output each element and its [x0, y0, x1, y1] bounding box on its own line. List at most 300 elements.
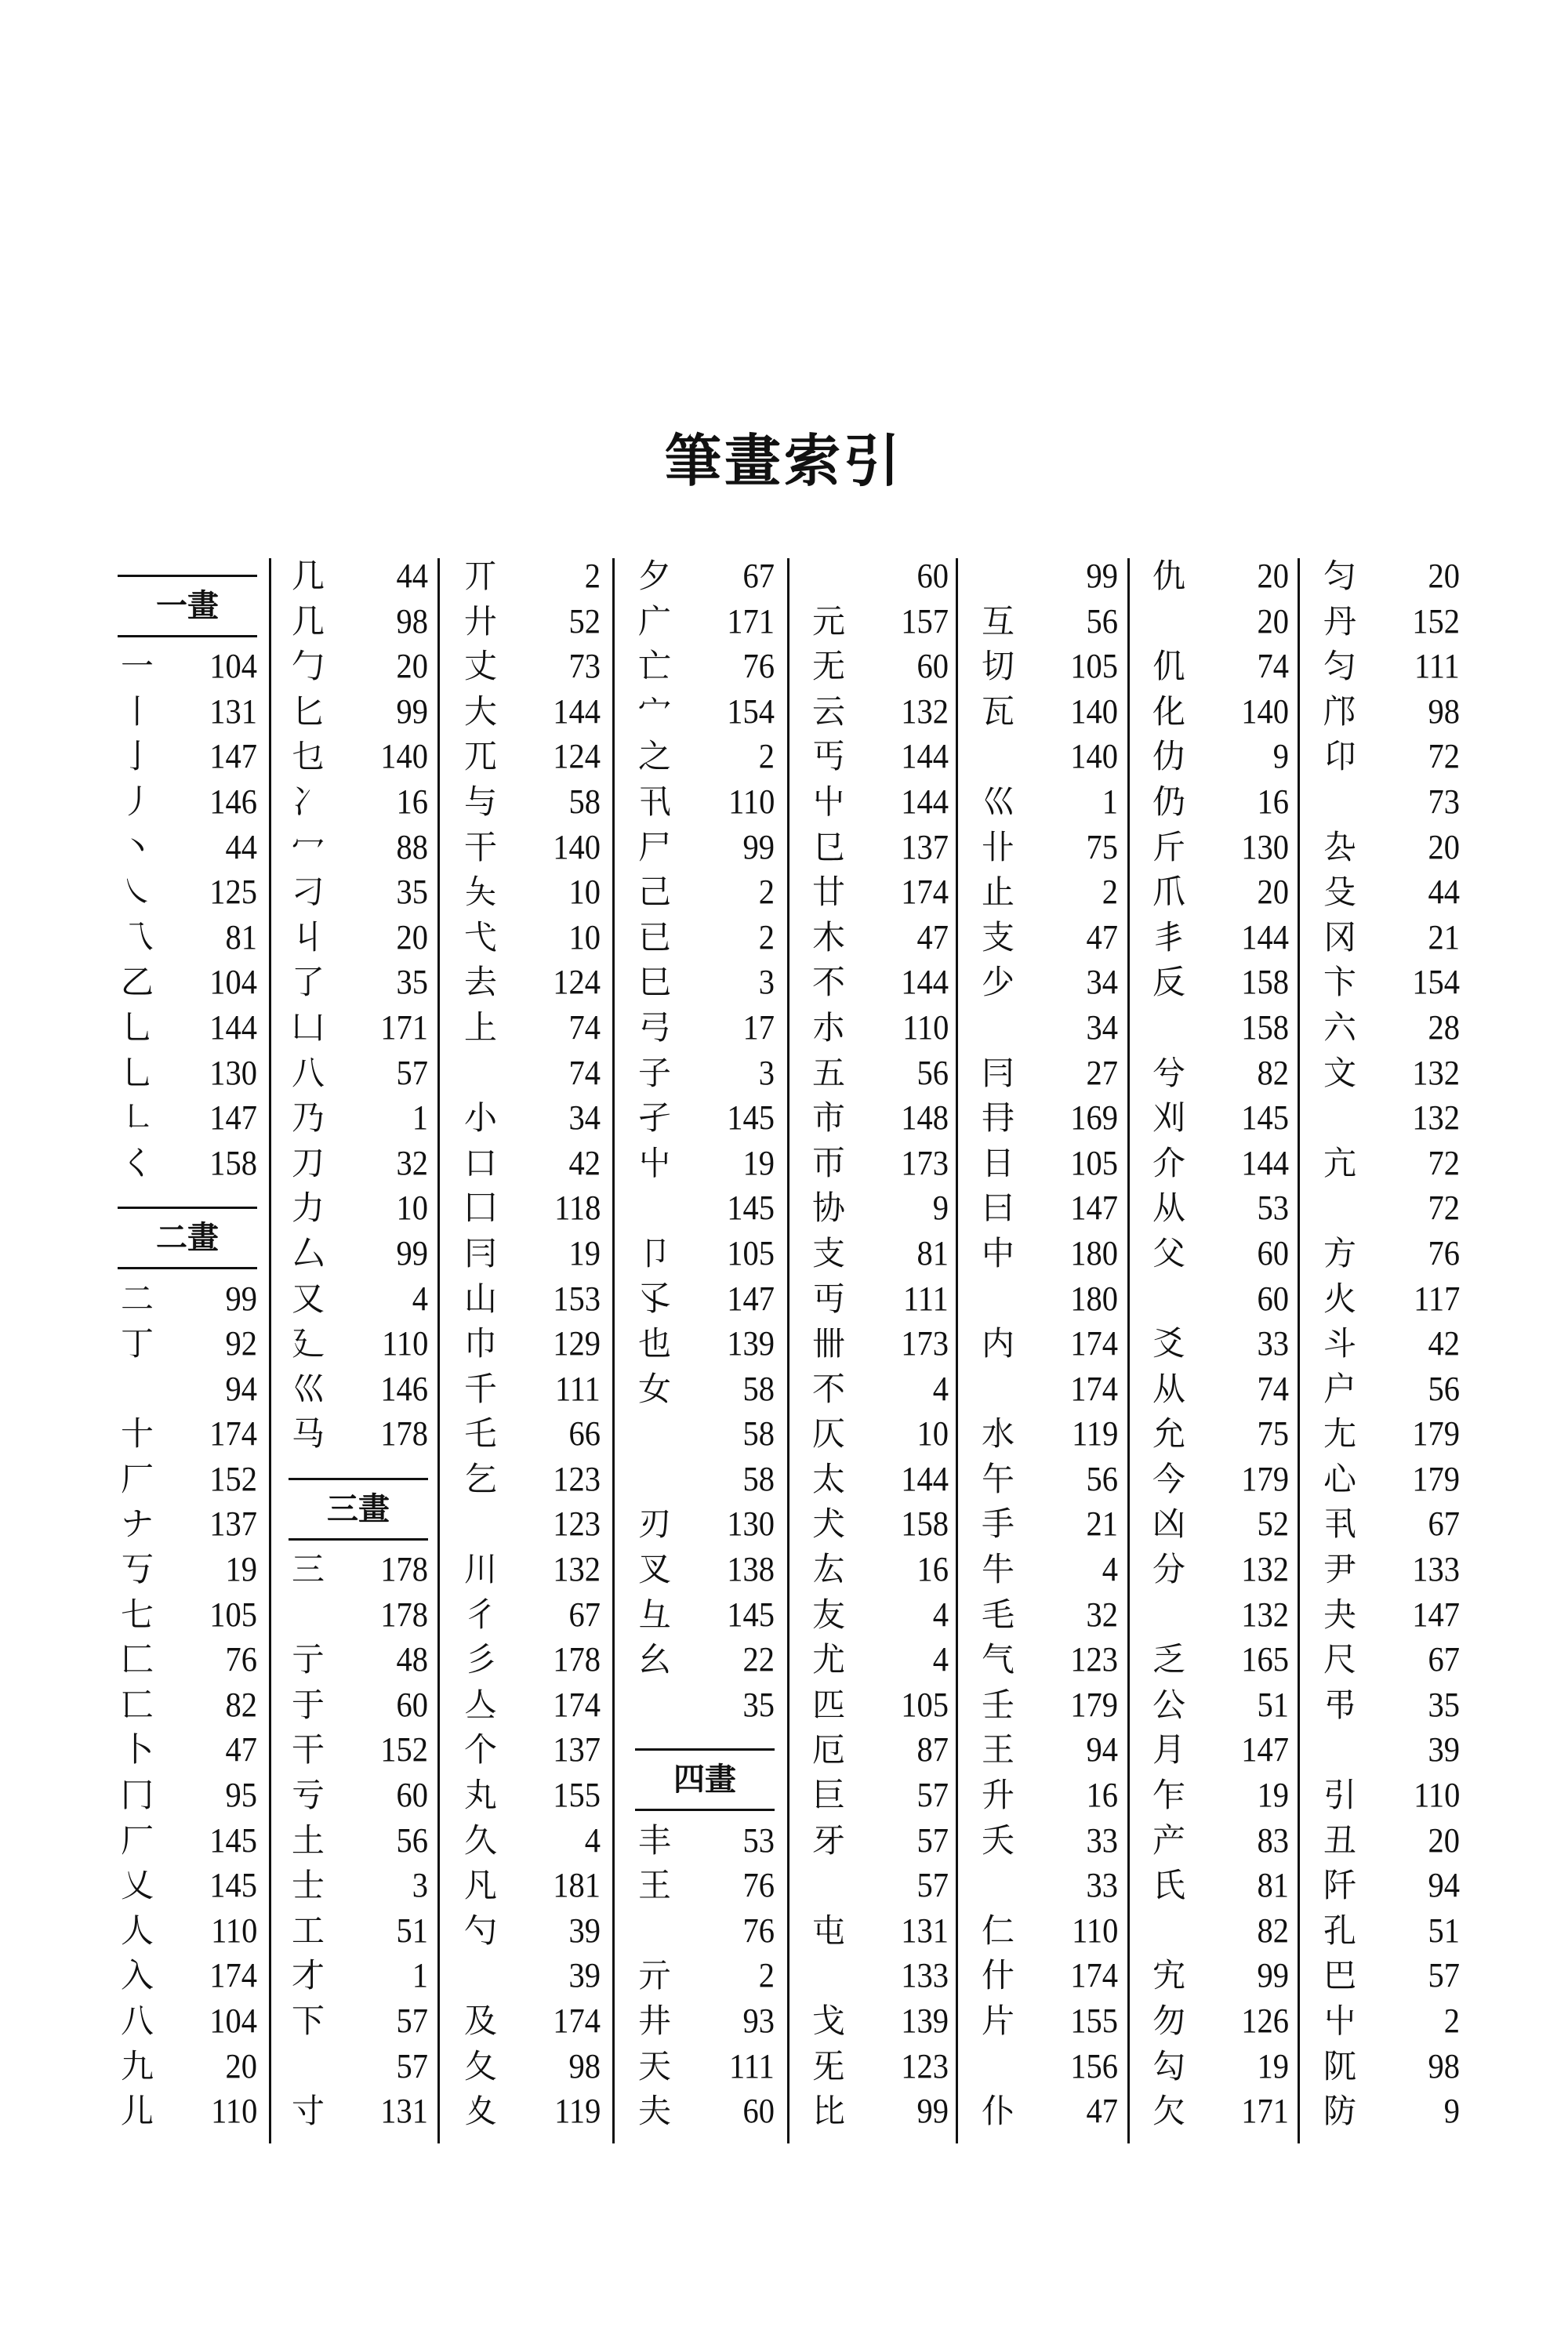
entry-page-number: 146	[380, 1369, 428, 1408]
entry-page-number: 58	[742, 1459, 775, 1498]
entry-page-number: 94	[1428, 1866, 1460, 1905]
entry-character: 什	[982, 1956, 1015, 1995]
entry-page-number: 95	[225, 1776, 257, 1815]
index-entry	[1149, 1411, 1306, 1457]
index-entry	[289, 1005, 445, 1051]
index-entry	[461, 1773, 618, 1818]
index-entry	[118, 1276, 274, 1322]
index-column	[635, 554, 792, 2134]
entry-character: 宄	[1152, 1956, 1186, 1995]
entry-page-number: 57	[396, 2046, 428, 2085]
entry-page-number: 144	[553, 691, 601, 731]
entry-character: 丏	[812, 1279, 846, 1318]
entry-page-number: 99	[225, 1279, 257, 1318]
entry-character: 彑	[638, 1595, 672, 1634]
index-entry	[635, 1141, 792, 1186]
index-entry	[978, 1547, 1135, 1592]
index-entry	[978, 1682, 1135, 1728]
entry-character: 爪	[1152, 873, 1186, 912]
entry-page-number: 21	[1086, 1504, 1118, 1544]
entry-page-number: 140	[553, 827, 601, 866]
entry-page-number: 145	[1241, 1098, 1289, 1138]
entry-character: ㇏	[121, 873, 154, 912]
index-entry	[1320, 1863, 1477, 1908]
entry-page-number: 81	[1257, 1866, 1289, 1905]
entry-page-number: 82	[1257, 1053, 1289, 1092]
entry-page-number: 73	[1428, 782, 1460, 821]
entry-page-number: 173	[901, 1324, 949, 1363]
entry-page-number: 174	[1070, 1369, 1118, 1408]
entry-page-number: 51	[1257, 1685, 1289, 1724]
index-entry	[289, 779, 445, 825]
entry-page-number: 131	[380, 2092, 428, 2131]
entry-character: 冃	[464, 1233, 498, 1272]
entry-page-number: 123	[901, 2046, 949, 2085]
entry-page-number: 111	[555, 1369, 601, 1408]
entry-page-number: 158	[1241, 1007, 1289, 1047]
entry-page-number: 132	[1412, 1098, 1460, 1138]
index-entry	[978, 1231, 1135, 1276]
entry-page-number: 74	[1257, 1369, 1289, 1408]
entry-page-number: 32	[1086, 1595, 1118, 1634]
entry-character: 刈	[1152, 1098, 1186, 1138]
index-entry	[461, 599, 618, 644]
entry-page-number: 20	[1428, 1820, 1460, 1860]
entry-character: 叉	[638, 1550, 672, 1589]
index-entry	[809, 825, 966, 870]
entry-character: 丮	[1323, 1504, 1357, 1544]
index-entry	[289, 599, 445, 644]
entry-character: 手	[982, 1504, 1015, 1544]
entry-character: 人	[121, 1911, 154, 1950]
entry-character: 夬	[1323, 1595, 1357, 1634]
entry-character: 乞	[464, 1459, 498, 1498]
entry-page-number: 4	[932, 1640, 949, 1679]
entry-page-number: 130	[1241, 827, 1289, 866]
entry-page-number: 34	[1086, 963, 1118, 1002]
entry-character: 乜	[292, 737, 325, 776]
entry-character: 卌	[812, 1324, 846, 1363]
entry-page-number: 16	[1086, 1776, 1118, 1815]
index-entry	[1320, 825, 1477, 870]
entry-page-number: 2	[758, 873, 775, 912]
index-entry	[461, 1863, 618, 1908]
index-entry	[461, 960, 618, 1005]
index-entry	[461, 1727, 618, 1773]
index-entry	[1320, 1637, 1477, 1682]
index-entry	[1149, 734, 1306, 779]
entry-page-number: 132	[901, 691, 949, 731]
index-entry	[635, 1547, 792, 1592]
entry-character: 冈	[1323, 917, 1357, 956]
entry-character: 廿	[812, 873, 846, 912]
entry-character: 丰	[638, 1820, 672, 1860]
entry-character: 匀	[1323, 557, 1357, 595]
index-entry	[1149, 1998, 1306, 2044]
index-entry	[1149, 1953, 1306, 1998]
index-entry	[1320, 599, 1477, 644]
entry-page-number: 158	[901, 1504, 949, 1544]
entry-page-number: 10	[568, 917, 601, 956]
entry-character: 乚	[121, 1053, 154, 1092]
index-entry	[1320, 689, 1477, 735]
index-column	[1149, 554, 1306, 2134]
index-entry	[289, 1367, 445, 1412]
index-entry	[978, 1818, 1135, 1864]
index-entry	[635, 1501, 792, 1547]
entry-character: 乂	[121, 1866, 154, 1905]
entry-character: 比	[812, 2092, 846, 2131]
entry-page-number: 147	[1241, 1730, 1289, 1769]
index-entry	[1149, 1095, 1306, 1141]
index-entry	[978, 1141, 1135, 1186]
entry-character: 囗	[464, 1189, 498, 1228]
entry-page-number: 154	[1412, 963, 1460, 1002]
entry-page-number: 110	[728, 782, 775, 821]
index-entry	[635, 1185, 792, 1231]
entry-page-number: 144	[901, 1459, 949, 1498]
entry-page-number: 152	[380, 1730, 428, 1769]
index-entry	[289, 1051, 445, 1096]
entry-character: 山	[464, 1279, 498, 1318]
entry-page-number: 4	[932, 1369, 949, 1408]
entry-character: 土	[292, 1820, 325, 1860]
entry-character: 几	[292, 601, 325, 641]
entry-page-number: 171	[1241, 2092, 1289, 2131]
entry-page-number: 35	[742, 1685, 775, 1724]
index-entry	[809, 1185, 966, 1231]
entry-page-number: 110	[902, 1007, 949, 1047]
index-entry	[289, 1547, 445, 1592]
entry-page-number: 67	[1428, 1640, 1460, 1679]
entry-character: 广	[638, 601, 672, 641]
index-column	[118, 554, 274, 2134]
entry-character: 仍	[1152, 782, 1186, 821]
index-entry	[289, 644, 445, 689]
entry-character: 厂	[121, 1459, 154, 1498]
index-entry	[635, 644, 792, 689]
entry-page-number: 76	[225, 1640, 257, 1679]
entry-page-number: 72	[1428, 1143, 1460, 1182]
entry-page-number: 88	[396, 827, 428, 866]
index-entry	[635, 1863, 792, 1908]
index-entry	[118, 1773, 274, 1818]
entry-page-number: 42	[568, 1143, 601, 1182]
entry-page-number: 4	[584, 1820, 601, 1860]
entry-page-number: 104	[209, 963, 257, 1002]
index-entry	[1320, 1185, 1477, 1231]
entry-page-number: 52	[1257, 1504, 1289, 1544]
index-entry	[635, 1321, 792, 1367]
entry-page-number: 51	[396, 1911, 428, 1950]
entry-page-number: 144	[901, 737, 949, 776]
entry-page-number: 130	[727, 1504, 775, 1544]
entry-page-number: 75	[1086, 827, 1118, 866]
index-entry	[1320, 1501, 1477, 1547]
entry-character: ㇗	[121, 1098, 154, 1138]
entry-page-number: 33	[1086, 1820, 1118, 1860]
entry-page-number: 139	[901, 2002, 949, 2040]
entry-character: 反	[1152, 963, 1186, 1002]
index-entry	[809, 779, 966, 825]
index-entry	[118, 1321, 274, 1367]
entry-character: 尹	[1323, 1550, 1357, 1589]
index-entry	[1149, 1185, 1306, 1231]
index-entry	[461, 1682, 618, 1728]
entry-character: 中	[982, 1233, 1015, 1272]
entry-page-number: 35	[396, 873, 428, 912]
index-entry	[1320, 915, 1477, 960]
entry-page-number: 35	[396, 963, 428, 1002]
entry-page-number: 99	[916, 2092, 949, 2131]
entry-page-number: 130	[209, 1053, 257, 1092]
index-entry	[118, 689, 274, 735]
entry-character: 夂	[464, 2046, 498, 2085]
index-entry	[1149, 554, 1306, 599]
entry-page-number: 155	[553, 1776, 601, 1815]
entry-character: 口	[464, 1143, 498, 1182]
entry-page-number: 56	[1086, 1459, 1118, 1498]
entry-character: 及	[464, 2002, 498, 2040]
entry-character: 乇	[464, 1414, 498, 1454]
stroke-count-label: 三畫	[289, 1478, 428, 1541]
entry-character: 亍	[292, 1640, 325, 1679]
entry-character: 火	[1323, 1279, 1357, 1318]
entry-character: 防	[1323, 2092, 1357, 2131]
entry-page-number: 137	[901, 827, 949, 866]
entry-character: 卝	[982, 827, 1015, 866]
entry-page-number: 72	[1428, 737, 1460, 776]
entry-page-number: 173	[901, 1143, 949, 1182]
index-entry	[978, 1727, 1135, 1773]
index-entry	[809, 1367, 966, 1412]
index-entry	[118, 1051, 274, 1096]
entry-character: 廴	[292, 1324, 325, 1363]
index-entry	[461, 1141, 618, 1186]
index-entry	[635, 2089, 792, 2134]
entry-character: 刃	[638, 1504, 672, 1544]
entry-page-number: 56	[1086, 601, 1118, 641]
index-entry	[635, 1908, 792, 1954]
entry-page-number: 57	[916, 1820, 949, 1860]
page-title: 筆畫索引	[664, 427, 903, 494]
index-entry	[1320, 734, 1477, 779]
entry-page-number: 145	[209, 1820, 257, 1860]
index-entry	[461, 1547, 618, 1592]
index-entry	[1149, 1818, 1306, 1864]
entry-character: 三	[292, 1550, 325, 1589]
entry-page-number: 98	[568, 2046, 601, 2085]
entry-page-number: 129	[553, 1324, 601, 1363]
entry-page-number: 145	[727, 1595, 775, 1634]
entry-character: 丌	[464, 557, 498, 595]
entry-page-number: 19	[1257, 1776, 1289, 1815]
entry-page-number: 2	[758, 737, 775, 776]
entry-character: 二	[121, 1279, 154, 1318]
index-entry	[809, 1953, 966, 1998]
index-entry	[118, 779, 274, 825]
entry-page-number: 104	[209, 2002, 257, 2040]
entry-character: 㔾	[812, 827, 846, 866]
entry-character: 弔	[1323, 1685, 1357, 1724]
entry-character: 仄	[812, 1414, 846, 1454]
entry-page-number: 4	[412, 1279, 428, 1318]
entry-page-number: 83	[1257, 1820, 1289, 1860]
index-entry	[978, 1051, 1135, 1096]
entry-page-number: 20	[1257, 601, 1289, 641]
index-entry	[461, 1411, 618, 1457]
entry-character: 王	[638, 1866, 672, 1905]
entry-character: 尺	[1323, 1640, 1357, 1679]
entry-character: 木	[812, 917, 846, 956]
entry-page-number: 179	[1412, 1459, 1460, 1498]
entry-page-number: 74	[568, 1053, 601, 1092]
entry-character: 从	[1152, 1189, 1186, 1228]
stroke-count-header	[118, 554, 274, 644]
index-entry	[461, 689, 618, 735]
entry-page-number: 104	[209, 647, 257, 686]
entry-page-number: 10	[396, 1189, 428, 1228]
entry-page-number: 171	[380, 1007, 428, 1047]
entry-page-number: 19	[568, 1233, 601, 1272]
index-entry	[1320, 1547, 1477, 1592]
index-entry	[289, 1276, 445, 1322]
entry-character: 阢	[1323, 2046, 1357, 2085]
index-entry	[118, 915, 274, 960]
entry-page-number: 2	[1102, 873, 1118, 912]
index-entry	[978, 1457, 1135, 1502]
entry-character: 升	[982, 1776, 1015, 1815]
entry-character: 丂	[121, 1550, 154, 1589]
entry-page-number: 74	[1257, 647, 1289, 686]
entry-page-number: 174	[1070, 1956, 1118, 1995]
entry-page-number: 117	[1413, 1279, 1460, 1318]
entry-page-number: 178	[380, 1414, 428, 1454]
entry-page-number: 92	[225, 1324, 257, 1363]
entry-page-number: 82	[225, 1685, 257, 1724]
index-entry	[289, 825, 445, 870]
entry-character: 彡	[464, 1640, 498, 1679]
entry-character: 弋	[464, 917, 498, 956]
entry-character: 殳	[1323, 873, 1357, 912]
index-entry	[1149, 1637, 1306, 1682]
index-column	[461, 554, 618, 2134]
entry-page-number: 105	[1070, 1143, 1118, 1182]
entry-character: 少	[982, 963, 1015, 1002]
entry-character: 水	[982, 1414, 1015, 1454]
entry-page-number: 2	[584, 557, 601, 595]
entry-page-number: 27	[1086, 1053, 1118, 1092]
index-entry	[289, 2089, 445, 2134]
entry-page-number: 34	[1086, 1007, 1118, 1047]
entry-character: 冃	[982, 1053, 1015, 1092]
entry-page-number: 33	[1086, 1866, 1118, 1905]
entry-character: 夊	[464, 2092, 498, 2131]
index-entry	[1149, 1457, 1306, 1502]
entry-page-number: 22	[742, 1640, 775, 1679]
entry-character: 了	[292, 963, 325, 1002]
entry-character: 士	[292, 1866, 325, 1905]
index-entry	[1149, 599, 1306, 644]
entry-page-number: 119	[1071, 1414, 1118, 1454]
entry-character: 朩	[812, 1007, 846, 1047]
index-entry	[978, 1095, 1135, 1141]
entry-character: 亅	[121, 737, 154, 776]
entry-character: 丶	[121, 827, 154, 866]
index-entry	[289, 1727, 445, 1773]
index-entry	[118, 1547, 274, 1592]
index-entry	[118, 2089, 274, 2134]
entry-page-number: 39	[1428, 1730, 1460, 1769]
entry-character: 尢	[1323, 1414, 1357, 1454]
index-entry	[635, 1276, 792, 1322]
entry-page-number: 132	[1241, 1595, 1289, 1634]
index-entry	[461, 1185, 618, 1231]
index-entry	[978, 2044, 1135, 2089]
index-entry	[1149, 644, 1306, 689]
index-column	[809, 554, 966, 2134]
entry-page-number: 123	[1070, 1640, 1118, 1679]
index-entry	[289, 1998, 445, 2044]
entry-page-number: 158	[1241, 963, 1289, 1002]
entry-page-number: 20	[1257, 873, 1289, 912]
entry-character: 气	[982, 1640, 1015, 1679]
entry-page-number: 105	[727, 1233, 775, 1272]
entry-page-number: 44	[1428, 873, 1460, 912]
index-entry	[809, 689, 966, 735]
index-entry	[118, 1908, 274, 1954]
entry-character: 厄	[812, 1730, 846, 1769]
entry-character: 丹	[1323, 601, 1357, 641]
index-entry	[118, 869, 274, 915]
entry-character: 无	[812, 647, 846, 686]
entry-character: 午	[982, 1459, 1015, 1498]
entry-page-number: 144	[901, 782, 949, 821]
entry-page-number: 52	[568, 601, 601, 641]
entry-character: 太	[812, 1459, 846, 1498]
index-entry	[1149, 1051, 1306, 1096]
stroke-count-label: 二畫	[118, 1207, 257, 1269]
index-entry	[1320, 1321, 1477, 1367]
entry-character: 一	[121, 647, 154, 686]
index-entry	[978, 1411, 1135, 1457]
entry-character: 牛	[982, 1550, 1015, 1589]
index-entry	[289, 1231, 445, 1276]
entry-character: 丯	[1152, 917, 1186, 956]
index-entry	[1149, 1547, 1306, 1592]
index-entry	[118, 1501, 274, 1547]
index-entry	[978, 960, 1135, 1005]
entry-page-number: 60	[396, 1776, 428, 1815]
entry-page-number: 98	[396, 601, 428, 641]
entry-page-number: 75	[1257, 1414, 1289, 1454]
entry-character: 已	[638, 917, 672, 956]
index-entry	[118, 1727, 274, 1773]
entry-page-number: 119	[554, 2092, 601, 2131]
entry-page-number: 133	[1412, 1550, 1460, 1589]
entry-character: 大	[464, 691, 498, 731]
index-entry	[461, 1998, 618, 2044]
stroke-count-label: 一畫	[118, 575, 257, 637]
index-entry	[635, 1592, 792, 1638]
entry-page-number: 144	[901, 963, 949, 1002]
index-entry	[809, 1908, 966, 1954]
entry-page-number: 94	[225, 1369, 257, 1408]
stroke-count-header	[635, 1727, 792, 1817]
index-entry	[461, 1818, 618, 1864]
index-entry	[461, 869, 618, 915]
index-entry	[978, 825, 1135, 870]
